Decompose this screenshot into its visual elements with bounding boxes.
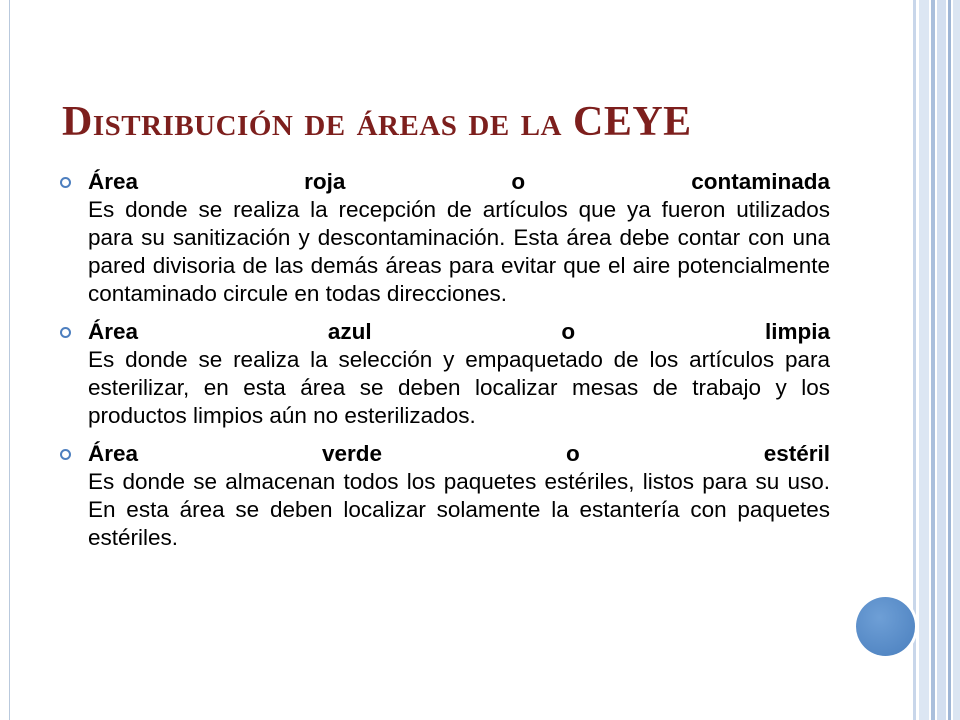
list-item [60, 318, 830, 430]
bullet-icon [60, 327, 71, 338]
heading-word: azul [327, 319, 372, 344]
heading-word: contaminada [691, 169, 830, 194]
side-stripes-decoration [913, 0, 960, 720]
slide-title: Distribución de áreas de la CEYE [62, 99, 692, 145]
decorative-circle [856, 597, 915, 656]
stripe [948, 0, 951, 720]
bullet-icon [60, 449, 71, 460]
item-heading [88, 168, 830, 196]
heading-word: o [566, 441, 580, 466]
item-text [88, 168, 830, 308]
stripe [919, 0, 929, 720]
list-item [60, 440, 830, 552]
bullet-list [60, 168, 830, 562]
item-body: Es donde se realiza la selección y empaquetado de los artículos para esterilizar, en esta área se deben localizar mesas de trabajo y los productos limpios aún no esterilizados. [88, 347, 830, 428]
heading-word: Área [88, 319, 139, 344]
heading-word: o [511, 169, 526, 194]
stripe [913, 0, 916, 720]
bullet-icon [60, 177, 71, 188]
heading-word: roja [304, 169, 346, 194]
heading-word: o [561, 319, 576, 344]
heading-word: Área [88, 441, 139, 466]
heading-word: Área [88, 169, 139, 194]
heading-word: estéril [763, 441, 830, 466]
item-body: Es donde se realiza la recepción de artículos que ya fueron utilizados para su sanitización y descontaminación. Esta área debe contar con una pared divisoria de las demás áreas para evitar que el aire potencialmente contaminado circule en todas direcciones. [88, 197, 830, 306]
heading-word: limpia [764, 319, 830, 344]
stripe [953, 0, 960, 720]
stripe [937, 0, 946, 720]
stripe [931, 0, 935, 720]
item-body: Es donde se almacenan todos los paquetes estériles, listos para su uso. En esta área se deben localizar solamente la estantería con paquetes estériles. [88, 469, 830, 550]
item-text [88, 440, 830, 552]
heading-word: verde [322, 441, 383, 466]
list-item [60, 168, 830, 308]
item-text [88, 318, 830, 430]
item-heading [88, 440, 830, 468]
item-heading [88, 318, 830, 346]
